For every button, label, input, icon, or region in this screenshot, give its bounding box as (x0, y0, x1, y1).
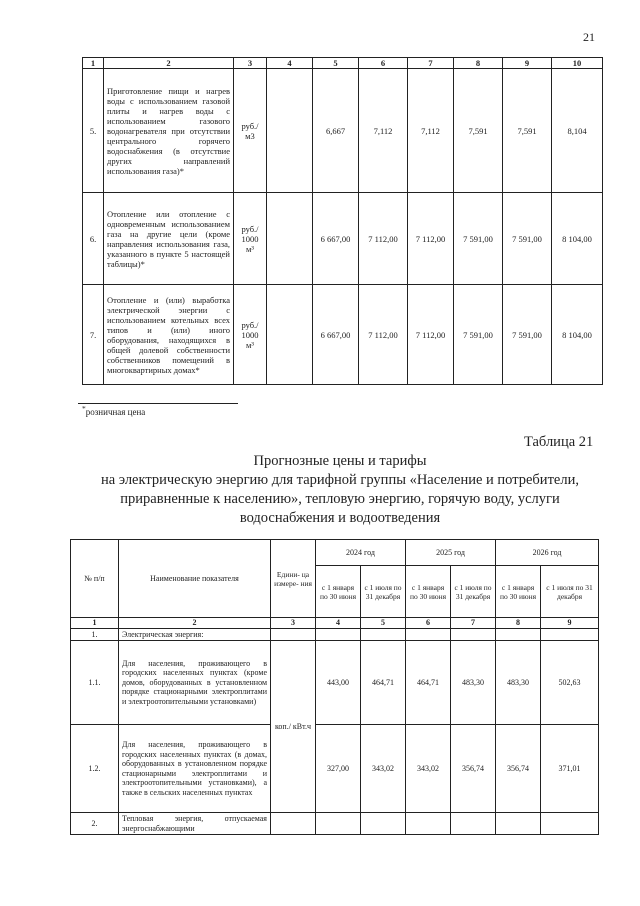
period-header: с 1 января по 30 июня (496, 566, 541, 618)
value-cell: 7 112,00 (359, 193, 408, 285)
header-cell: 2 (104, 58, 234, 69)
value-cell: 356,74 (451, 725, 496, 813)
value-cell: 7 112,00 (408, 285, 454, 385)
value-cell (496, 628, 541, 641)
footnote-asterisk: * (82, 404, 86, 413)
table-row (71, 813, 599, 835)
value-cell: 327,00 (316, 725, 361, 813)
col-unit-header: Едини- ца измере- ния (271, 540, 316, 618)
page-number: 21 (583, 30, 595, 44)
period-header: с 1 января по 30 июня (316, 566, 361, 618)
table-row (83, 285, 603, 385)
table-row (71, 641, 599, 725)
row-unit: руб./ 1000 м³ (234, 193, 267, 285)
row-name: Для населения, проживающего в городских населенных пунктах (в домах, оборудованных в установленном порядке стационарными электроплитами и электроотопительными установками), а также в сельских населенных пунктах (119, 725, 271, 813)
value-cell: 343,02 (406, 725, 451, 813)
index-cell: 7 (451, 618, 496, 629)
table-row (71, 628, 599, 641)
value-cell: 8 104,00 (552, 285, 603, 385)
row-name: Отопление и (или) выработка электрической энергии с использованием котельных всех типов и (или) иного оборудования, находящихся в общей долевой собственности собственников помещений в многоквартирных домах* (104, 285, 234, 385)
footnote (82, 404, 145, 417)
year-header: 2026 год (496, 540, 599, 566)
header-cell: 7 (408, 58, 454, 69)
value-cell: 483,30 (496, 641, 541, 725)
header-cell: 9 (503, 58, 552, 69)
period-header: с 1 июля по 31 декабря (361, 566, 406, 618)
row-name: Электрическая энергия: (119, 628, 271, 641)
header-cell: 6 (359, 58, 408, 69)
year-header-row (71, 540, 599, 566)
heading-line: Прогнозные цены и тарифы (253, 453, 427, 469)
header-cell: 1 (83, 58, 104, 69)
heading-line: приравненные к населению», тепловую энергию, горячую воду, услуги (120, 491, 560, 507)
value-cell: 464,71 (406, 641, 451, 725)
row-number: 2. (71, 813, 119, 835)
table-header-row (83, 58, 603, 69)
row-col4 (267, 193, 313, 285)
heading-line: на электрическую энергию для тарифной группы «Население и потребители, (101, 472, 579, 488)
row-number: 1. (71, 628, 119, 641)
value-cell: 8,104 (552, 69, 603, 193)
value-cell (316, 813, 361, 835)
row-name: Тепловая энергия, отпускаемая энергоснабжающими (119, 813, 271, 835)
gas-price-table (82, 57, 603, 385)
row-number: 7. (83, 285, 104, 385)
value-cell: 7 591,00 (454, 193, 503, 285)
value-cell: 443,00 (316, 641, 361, 725)
value-cell: 7,591 (454, 69, 503, 193)
row-number: 6. (83, 193, 104, 285)
header-cell: 3 (234, 58, 267, 69)
header-cell: 4 (267, 58, 313, 69)
value-cell (496, 813, 541, 835)
value-cell (361, 628, 406, 641)
table-row (71, 725, 599, 813)
index-cell: 8 (496, 618, 541, 629)
row-unit (271, 813, 316, 835)
value-cell (361, 813, 406, 835)
value-cell (541, 628, 599, 641)
index-cell: 2 (119, 618, 271, 629)
year-header: 2025 год (406, 540, 496, 566)
footnote-text: розничная цена (85, 407, 146, 417)
value-cell: 7,591 (503, 69, 552, 193)
table-row (83, 69, 603, 193)
value-cell: 6 667,00 (313, 193, 359, 285)
row-number: 5. (83, 69, 104, 193)
table-heading (70, 452, 610, 528)
row-unit: руб./ м3 (234, 69, 267, 193)
period-header: с 1 января по 30 июня (406, 566, 451, 618)
value-cell: 371,01 (541, 725, 599, 813)
index-row (71, 618, 599, 629)
row-col4 (267, 69, 313, 193)
value-cell (451, 628, 496, 641)
value-cell: 7 112,00 (408, 193, 454, 285)
value-cell: 464,71 (361, 641, 406, 725)
row-col4 (267, 285, 313, 385)
value-cell: 7,112 (408, 69, 454, 193)
col-name-header: Наименование показателя (119, 540, 271, 618)
value-cell: 483,30 (451, 641, 496, 725)
table-label: Таблица 21 (524, 434, 594, 450)
tariff-forecast-table (70, 539, 599, 835)
value-cell (406, 628, 451, 641)
row-number: 1.1. (71, 641, 119, 725)
value-cell (451, 813, 496, 835)
row-unit (271, 628, 316, 641)
index-cell: 6 (406, 618, 451, 629)
value-cell: 343,02 (361, 725, 406, 813)
row-unit: коп./ кВт.ч (271, 641, 316, 813)
header-cell: 5 (313, 58, 359, 69)
value-cell: 7 591,00 (454, 285, 503, 385)
value-cell: 6,667 (313, 69, 359, 193)
row-unit: руб./ 1000 м³ (234, 285, 267, 385)
row-name: Отопление или отопление с одновременным использованием газа на другие цели (кроме направления использования газа, указанного в пункте 5 настоящей таблицы)* (104, 193, 234, 285)
index-cell: 4 (316, 618, 361, 629)
value-cell (406, 813, 451, 835)
row-number: 1.2. (71, 725, 119, 813)
year-header: 2024 год (316, 540, 406, 566)
value-cell: 7,112 (359, 69, 408, 193)
value-cell: 356,74 (496, 725, 541, 813)
period-header: с 1 июля по 31 декабря (541, 566, 599, 618)
index-cell: 9 (541, 618, 599, 629)
index-cell: 3 (271, 618, 316, 629)
index-cell: 5 (361, 618, 406, 629)
value-cell (541, 813, 599, 835)
row-name: Для населения, проживающего в городских населенных пунктах (кроме домов, оборудованных в установленном порядке стационарными электроплитами и электроотопительными установками) (119, 641, 271, 725)
row-name: Приготовление пищи и нагрев воды с использованием газовой плиты и нагрев воды с использованием газового водонагревателя при отсутствии центрального горячего водоснабжения (в отсутствие других направлений использования газа)* (104, 69, 234, 193)
table-row (83, 193, 603, 285)
value-cell (316, 628, 361, 641)
value-cell: 7 591,00 (503, 285, 552, 385)
col-num-header: № п/п (71, 540, 119, 618)
header-cell: 10 (552, 58, 603, 69)
index-cell: 1 (71, 618, 119, 629)
value-cell: 502,63 (541, 641, 599, 725)
value-cell: 7 112,00 (359, 285, 408, 385)
value-cell: 6 667,00 (313, 285, 359, 385)
value-cell: 7 591,00 (503, 193, 552, 285)
header-cell: 8 (454, 58, 503, 69)
heading-line: водоснабжения и водоотведения (239, 510, 441, 526)
value-cell: 8 104,00 (552, 193, 603, 285)
period-header: с 1 июля по 31 декабря (451, 566, 496, 618)
